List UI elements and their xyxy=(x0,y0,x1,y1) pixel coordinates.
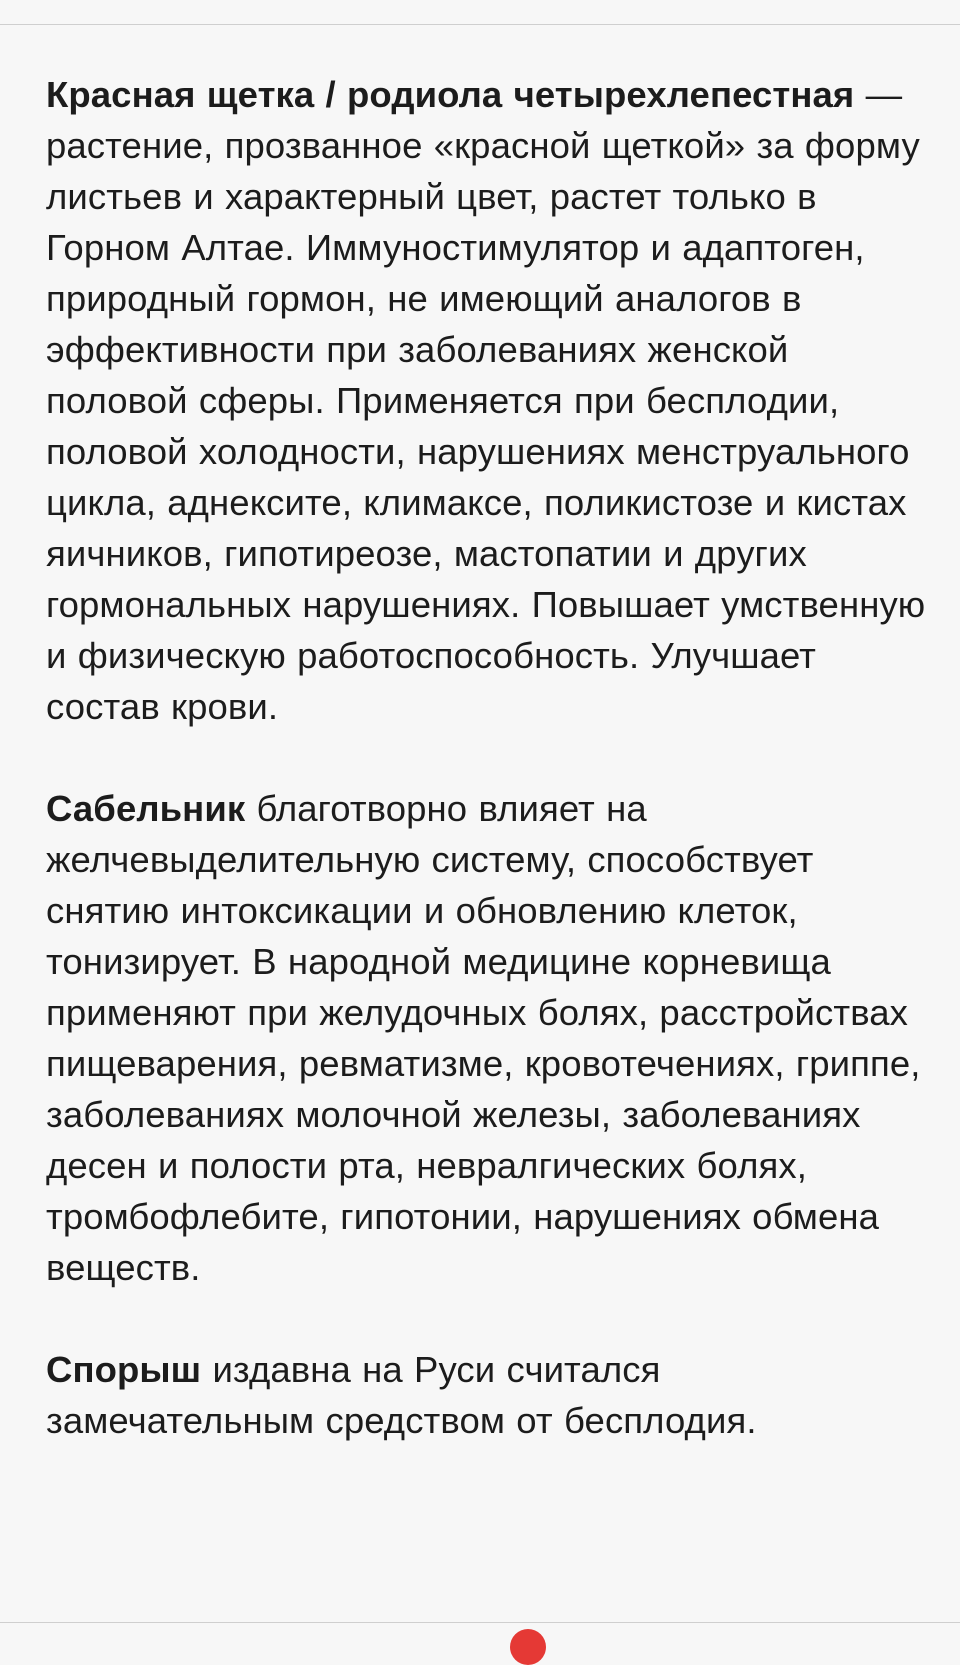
term-sabelnik: Сабельник xyxy=(46,788,246,829)
description-sporysh: издавна на Руси считался замечательным средством от бесплодия. xyxy=(46,1349,757,1441)
paragraph-sabelnik xyxy=(46,783,926,1293)
article-body xyxy=(46,69,926,1446)
term-sporysh: Спорыш xyxy=(46,1349,202,1390)
bottom-divider xyxy=(0,1622,960,1623)
paragraph-red-brush xyxy=(46,69,926,732)
top-divider xyxy=(0,24,960,25)
red-circle-icon[interactable] xyxy=(510,1629,546,1665)
description-red-brush: — растение, прозванное «красной щеткой» за форму листьев и характерный цвет, растет только в Горном Алтае. Иммуностимулятор и адаптоген, природный гормон, не имеющий аналогов в эффективности при заболеваниях женской половой сферы. Применяется при бесплодии, половой холодности, нарушениях менструального цикла, аднексите, климаксе, поликистозе и кистах яичников, гипотиреозе, мастопатии и других гормональных нарушениях. Повышает умственную и физическую работоспособность. Улучшает состав крови. xyxy=(46,74,926,727)
paragraph-sporysh xyxy=(46,1344,926,1446)
description-sabelnik: благотворно влияет на желчевыделительную систему, способствует снятию интоксикации и обновлению клеток, тонизирует. В народной медицине корневища применяют при желудочных болях, расстройствах пищеварения, ревматизме, кровотечениях, гриппе, заболеваниях молочной железы, заболеваниях десен и полости рта, невралгических болях, тромбофлебите, гипотонии, нарушениях обмена веществ. xyxy=(46,788,921,1288)
term-red-brush: Красная щетка / родиола четырехлепестная xyxy=(46,74,855,115)
